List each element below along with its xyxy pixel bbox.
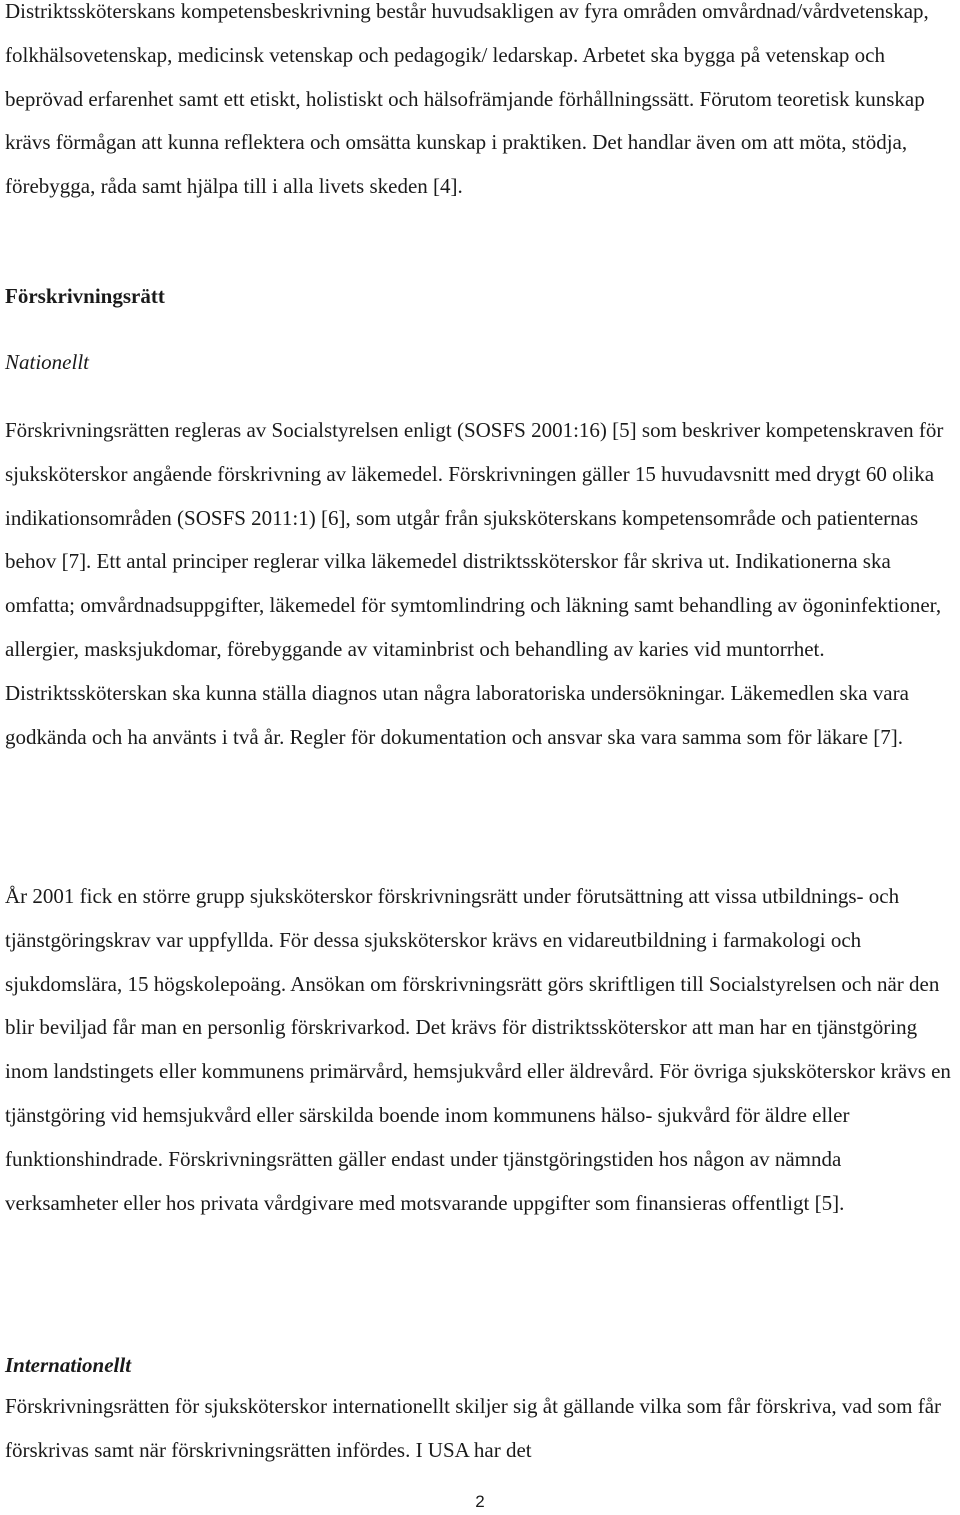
paragraph-international: Förskrivningsrätten för sjuksköterskor internationellt skiljer sig åt gällande vilka som får förskriva, vad som får förskrivas samt när förskrivningsrätten infördes. I USA har det <box>5 1394 942 1462</box>
subheading-national: Nationellt <box>5 350 89 374</box>
section-heading-prescription-rights: Förskrivningsrätt <box>5 284 165 308</box>
subheading-international: Internationellt <box>5 1353 132 1377</box>
paragraph-competence: Distriktssköterskans kompetensbeskrivning består huvudsakligen av fyra områden omvårdnad/vårdvetenskap, folkhälsovetenskap, medicinsk vetenskap och pedagogik/ ledarskap. Arbetet ska bygga på vetenskap och beprövad erfarenhet samt ett etiskt, holistiskt och hälsofrämjande förhållningssätt. Förutom teoretisk kunskap krävs förmågan att kunna reflektera och omsätta kunskap i praktiken. Det handlar även om att möta, stödja, förebygga, råda samt hjälpa till i alla livets skeden [4]. <box>5 0 929 199</box>
paragraph-history-2001: År 2001 fick en större grupp sjuksköterskor förskrivningsrätt under förutsättning att vissa utbildnings- och tjänstgöringskrav var uppfyllda. För dessa sjuksköterskor krävs en vidareutbildning i farmakologi och sjukdomslära, 15 högskolepoäng. Ansökan om förskrivningsrätt görs skriftligen till Socialstyrelsen och när den blir beviljad får man en personlig förskrivarkod. Det krävs för distriktssköterskor att man har en tjänstgöring inom landstingets eller kommunens primärvård, hemsjukvård eller äldrevård. För övriga sjuksköterskor krävs en tjänstgöring vid hemsjukvård eller särskilda boende inom kommunens hälso- sjukvård för äldre eller funktionshindrade. Förskrivningsrätten gäller endast under tjänstgöringstiden hos någon av nämnda verksamheter eller hos privata vårdgivare med motsvarande uppgifter som finansieras offentligt [5]. <box>5 884 951 1215</box>
paragraph-regulation: Förskrivningsrätten regleras av Socialstyrelsen enligt (SOSFS 2001:16) [5] som beskriver kompetenskraven för sjuksköterskor angående förskrivning av läkemedel. Förskrivningen gäller 15 huvudavsnitt med drygt 60 olika indikationsområden (SOSFS 2011:1) [6], som utgår från sjuksköterskans kompetensområde och patienternas behov [7]. Ett antal principer reglerar vilka läkemedel distriktssköterskor får skriva ut. Indikationerna ska omfatta; omvårdnadsuppgifter, läkemedel för symtomlindring och läkning samt behandling av ögoninfektioner, allergier, masksjukdomar, förebyggande av vitaminbrist och behandling av karies vid muntorrhet. Distriktssköterskan ska kunna ställa diagnos utan några laboratoriska undersökningar. Läkemedlen ska vara godkända och ha använts i två år. Regler för dokumentation och ansvar ska vara samma som för läkare [7]. <box>5 418 944 749</box>
page-number: 2 <box>475 1492 485 1511</box>
